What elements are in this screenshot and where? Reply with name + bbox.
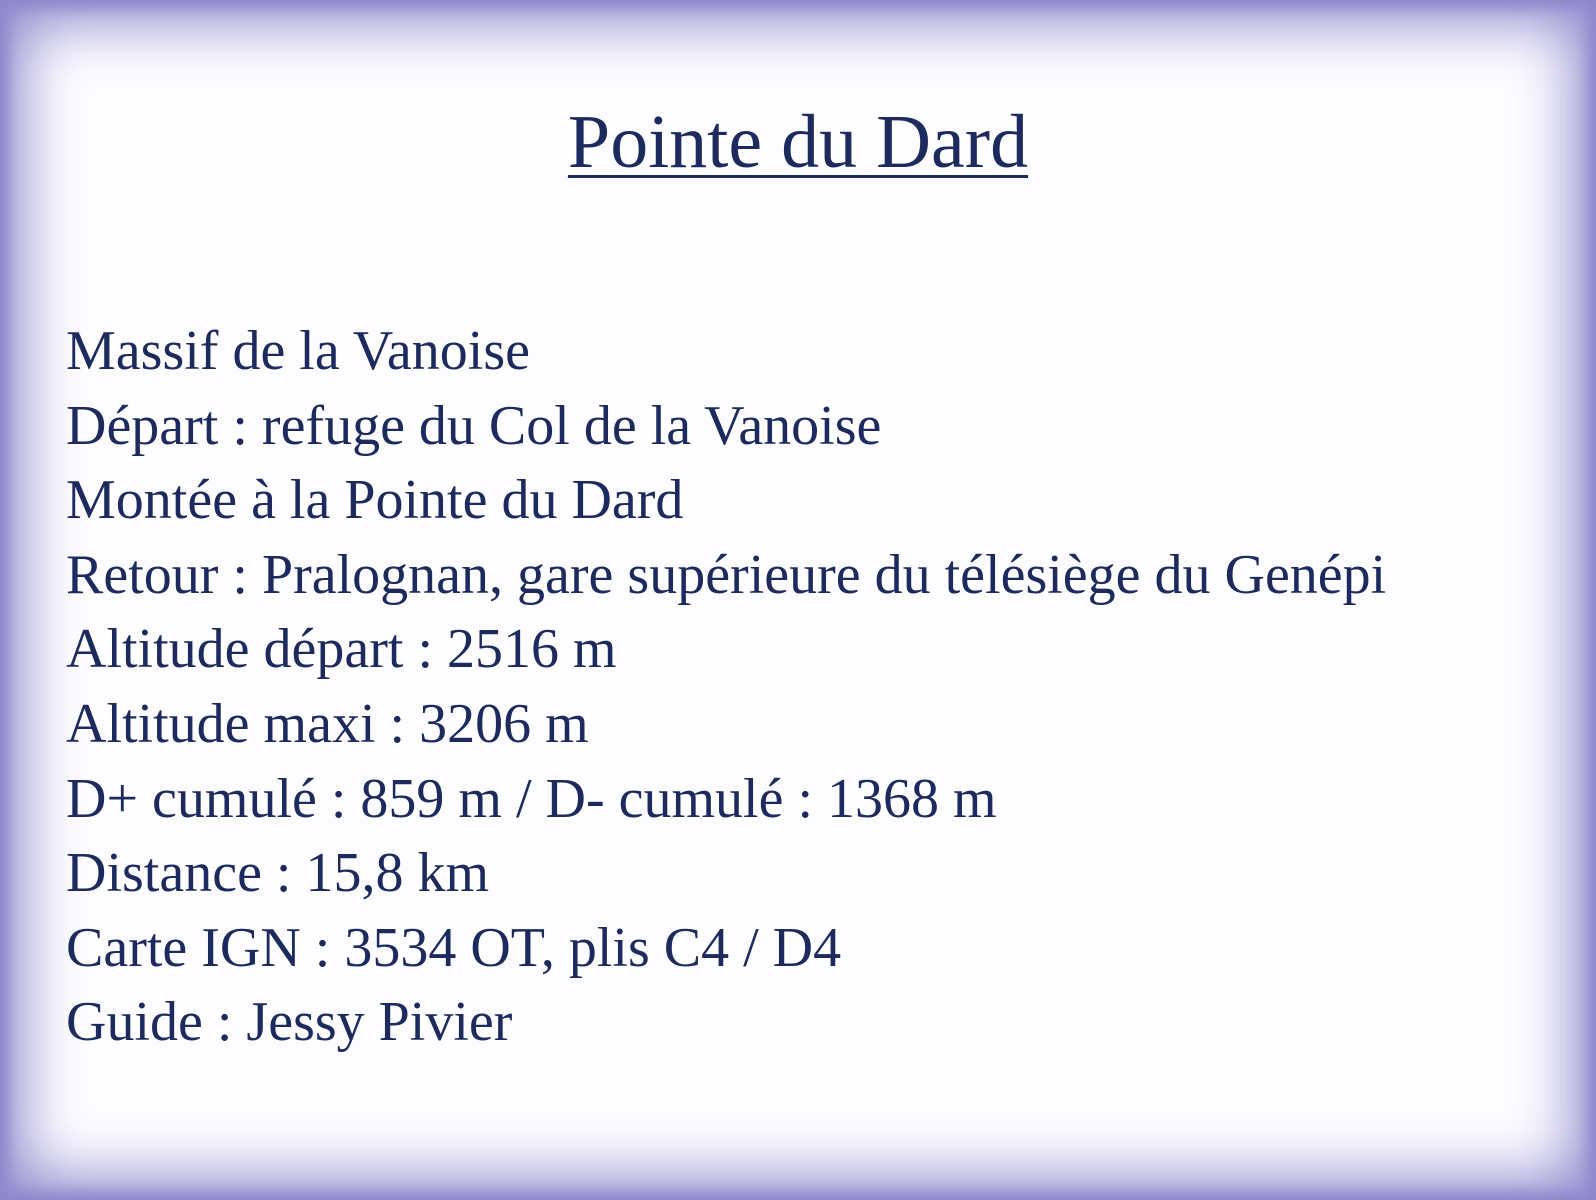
distance-line: Distance : 15,8 km (66, 842, 490, 905)
page-title: Pointe du Dard (567, 100, 1029, 184)
guide-line: Guide : Jessy Pivier (66, 991, 513, 1054)
elevation-gain-line: D+ cumulé : 859 m / D- cumulé : 1368 m (66, 767, 997, 830)
ascent-line: Montée à la Pointe du Dard (66, 469, 684, 532)
max-altitude-line: Altitude maxi : 3206 m (66, 692, 589, 755)
hike-info-list (66, 314, 1386, 1060)
massif-line: Massif de la Vanoise (66, 320, 530, 382)
start-altitude-line: Altitude départ : 2516 m (66, 618, 617, 681)
departure-line: Départ : refuge du Col de la Vanoise (66, 394, 882, 457)
map-line: Carte IGN : 3534 OT, plis C4 / D4 (66, 916, 842, 979)
return-line: Retour : Pralognan, gare supérieure du télésiège du Genépi (66, 543, 1387, 606)
